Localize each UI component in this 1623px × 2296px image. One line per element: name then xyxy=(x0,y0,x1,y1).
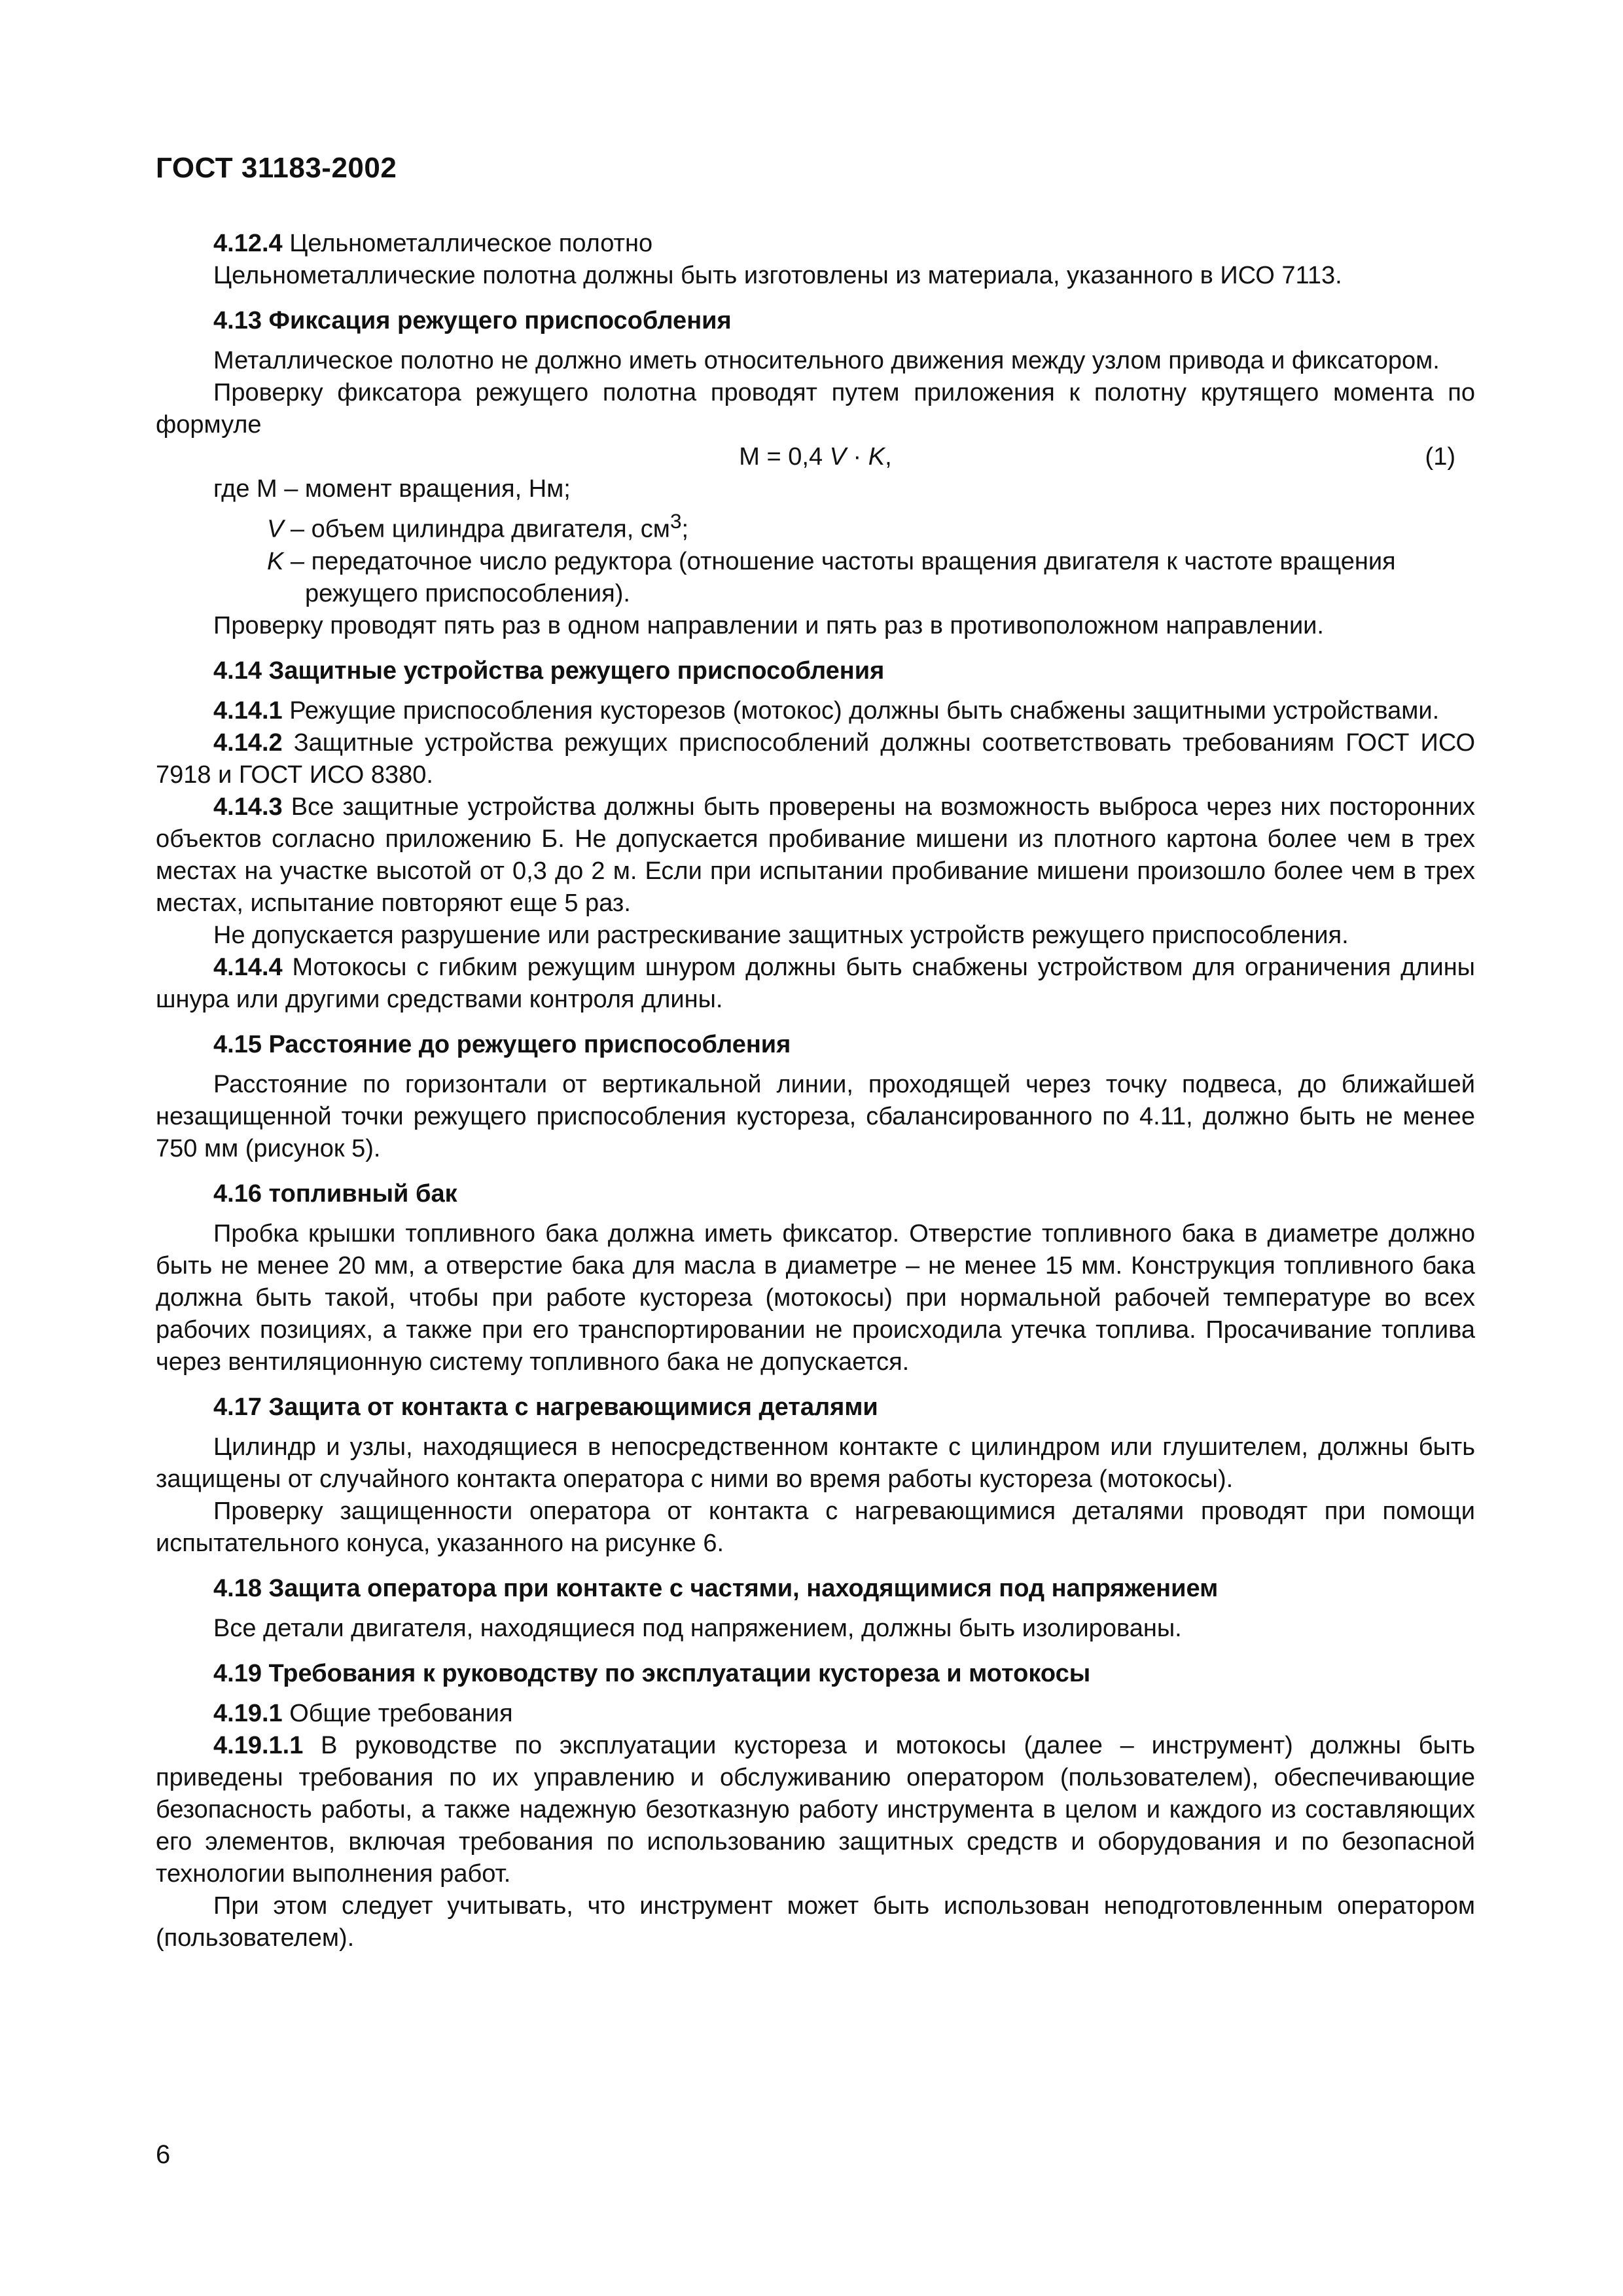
clause-4-12-4-text: Цельнометаллические полотна должны быть изготовлены из материала, указанного в ИСО 7113. xyxy=(213,262,1342,289)
paragraph: Все детали двигателя, находящиеся под напряжением, должны быть изолированы. xyxy=(213,1614,1182,1642)
page-number: 6 xyxy=(156,2140,171,2169)
heading-4-19: 4.19 Требования к руководству по эксплуатации кустореза и мотокосы xyxy=(213,1659,1091,1687)
clause-number: 4.19.1.1 xyxy=(213,1731,304,1759)
formula-number: (1) xyxy=(1425,443,1455,471)
paragraph: Проверку фиксатора режущего полотна проводят путем приложения к полотну крутящего момента по формуле xyxy=(156,379,1475,439)
paragraph: Проверку защищенности оператора от контакта с нагревающимися деталями проводят при помощи испытательного конуса, указанного на рисунке 6. xyxy=(156,1497,1475,1557)
formula-var-k: K xyxy=(868,443,885,471)
clause-4-19-1-1 xyxy=(156,1730,1475,1890)
heading-4-15: 4.15 Расстояние до режущего приспособления xyxy=(213,1030,791,1058)
clause-text: Мотокосы с гибким режущим шнуром должны быть снабжены устройством для ограничения длины шнура или другими средствами контроля длины. xyxy=(156,953,1475,1013)
clause-number: 4.14.1 xyxy=(213,696,283,725)
paragraph: Металлическое полотно не должно иметь относительного движения между узлом привода и фиксатором. xyxy=(213,347,1440,374)
heading-4-14: 4.14 Защитные устройства режущего приспособления xyxy=(213,656,885,685)
heading-4-13: 4.13 Фиксация режущего приспособления xyxy=(213,307,732,334)
clause-title: Общие требования xyxy=(282,1699,513,1727)
clause-4-14-4 xyxy=(156,952,1475,1016)
clause-4-14-2 xyxy=(156,727,1475,791)
formula-row xyxy=(156,441,1475,473)
heading-4-17: 4.17 Защита от контакта с нагревающимися деталями xyxy=(213,1393,878,1421)
def-text: – передаточное число редуктора (отношение частоты вращения двигателя к частоте вращения xyxy=(283,547,1396,575)
clause-4-19-1 xyxy=(156,1698,1475,1730)
heading-4-18: 4.18 Защита оператора при контакте с частями, находящимися под напряжением xyxy=(213,1574,1219,1602)
def-var: K xyxy=(267,547,284,575)
heading-4-16: 4.16 топливный бак xyxy=(213,1179,457,1208)
clause-number: 4.14.2 xyxy=(213,728,283,757)
def-var: V xyxy=(267,515,284,543)
clause-number: 4.12.4 xyxy=(213,230,283,257)
clause-text: Режущие приспособления кусторезов (мотокос) должны быть снабжены защитными устройствами. xyxy=(282,696,1440,725)
document-code: ГОСТ 31183-2002 xyxy=(156,152,397,184)
clause-text: Все защитные устройства должны быть проверены на возможность выброса через них посторонних объектов согласно приложению Б. Не допускается пробивание мишени из плотного картона более чем в трех местах на участке высотой от 0,3 до 2 м. Если при испытании пробивание мишени произошло более чем в трех местах, испытание повторяют еще 5 раз. xyxy=(156,793,1475,917)
definition-k-continued: режущего приспособления). xyxy=(305,579,630,607)
paragraph: Расстояние по горизонтали от вертикальной линии, проходящей через точку подвеса, до ближайшей незащищенной точки режущего приспособления кустореза, сбалансированного по 4.11, должно быть не менее 750 мм (рисунок 5). xyxy=(156,1070,1475,1162)
clause-number: 4.14.4 xyxy=(213,953,283,981)
paragraph: Цилиндр и узлы, находящиеся в непосредственном контакте с цилиндром или глушителем, должны быть защищены от случайного контакта оператора с ними во время работы кустореза (мотокосы). xyxy=(156,1433,1475,1493)
definition-k xyxy=(267,546,1475,578)
clause-4-12-4-title xyxy=(156,228,1475,260)
formula-part: , xyxy=(885,443,892,471)
where-line: где М – момент вращения, Нм; xyxy=(213,475,571,503)
def-text: ; xyxy=(681,515,689,543)
clause-4-14-3 xyxy=(156,791,1475,920)
paragraph: Пробка крышки топливного бака должна иметь фиксатор. Отверстие топливного бака в диаметре должно быть не менее 20 мм, а отверстие бака для масла в диаметре – не менее 15 мм. Конструкция топливного бака должна быть такой, чтобы при работе кустореза (мотокосы) при нормальной рабочей температуре во всех рабочих позициях, а также при его транспортировании не происходила утечка топлива. Просачивание топлива через вентиляционную систему топливного бака не допускается. xyxy=(156,1219,1475,1376)
clause-number: 4.14.3 xyxy=(213,793,283,821)
formula-var-v: V xyxy=(829,443,846,471)
document-body xyxy=(156,228,1475,1954)
clause-text: Защитные устройства режущих приспособлений должны соответствовать требованиям ГОСТ ИСО 7918 и ГОСТ ИСО 8380. xyxy=(156,728,1475,789)
clause-title: Цельнометаллическое полотно xyxy=(289,230,653,257)
def-text: – объем цилиндра двигателя, см xyxy=(283,515,670,543)
paragraph: Проверку проводят пять раз в одном направлении и пять раз в противоположном направлении. xyxy=(213,611,1324,639)
superscript: 3 xyxy=(669,509,682,533)
clause-number: 4.19.1 xyxy=(213,1699,283,1727)
clause-text: В руководстве по эксплуатации кустореза и мотокосы (далее – инструмент) должны быть приведены требования по их управлению и обслуживанию оператором (пользователем), обеспечивающие безопасность работы, а также надежную безотказную работу инструмента в целом и каждого из составляющих его элементов, включая требования по использованию защитных средств и оборудования и по безопасной технологии выполнения работ. xyxy=(156,1731,1475,1888)
definition-v xyxy=(267,505,1475,546)
formula-part: M = 0,4 xyxy=(739,443,830,471)
formula xyxy=(156,441,1475,473)
formula-part: · xyxy=(846,443,868,471)
clause-4-14-1 xyxy=(156,695,1475,727)
paragraph: Не допускается разрушение или растрескивание защитных устройств режущего приспособления. xyxy=(213,921,1349,949)
paragraph: При этом следует учитывать, что инструмент может быть использован неподготовленным оператором (пользователем). xyxy=(156,1892,1475,1952)
